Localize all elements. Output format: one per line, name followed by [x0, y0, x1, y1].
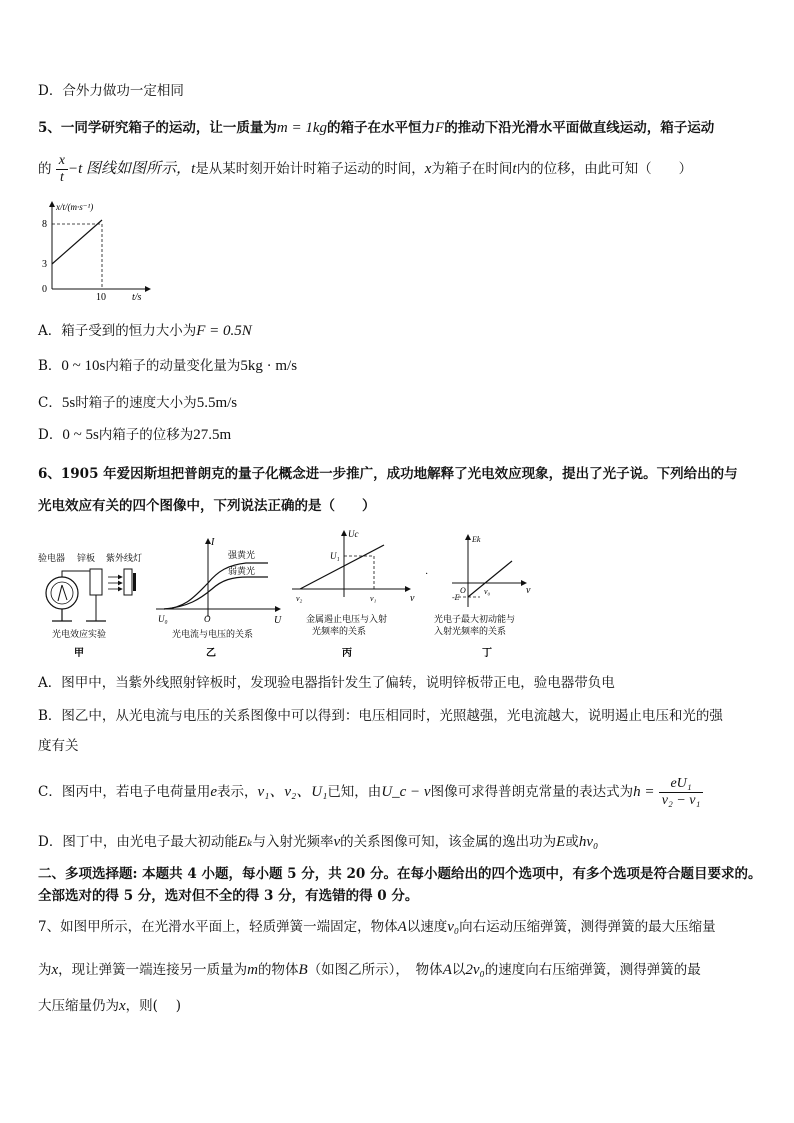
q7-line1: 7、如图甲所示，在光滑水平面上，轻质弹簧一端固定，物体A以速度v₀向右运动压缩弹簧，测得弹簧的最大压缩量	[38, 919, 716, 935]
x-axis-label: t/s	[132, 292, 142, 303]
svg-text:ν₁: ν₁	[370, 594, 377, 603]
q6-option-c: C．图丙中，若电子电荷量用e表示，ν₁、ν₂、U₁已知，由U_c − ν图像可求得普朗克常量的表达式为h = $\frac{\text{eU₁}}{\text{ν₂ − ν₁}}$	[38, 770, 703, 814]
q6-option-d: D．图丁中，由光电子最大初动能Eₖ与入射光频率ν的关系图像可知，该金属的逸出功为E或hν₀	[38, 834, 599, 850]
caption-jia: 光电效应实验	[52, 630, 107, 640]
q4-option-d: D．合外力做功一定相同	[38, 83, 184, 99]
x-tick-10: 10	[96, 292, 106, 303]
q7-line3: 大压缩量仍为x，则( )	[38, 998, 181, 1014]
tag-ding: 丁	[482, 648, 492, 659]
q5-xt-graph	[38, 196, 158, 304]
svg-text:ν₂: ν₂	[296, 594, 303, 603]
svg-text:U₁: U₁	[330, 551, 340, 561]
y-axis-label: x/t/(m·s⁻¹)	[56, 202, 94, 212]
curve-weak	[164, 577, 268, 609]
svg-text:ν₀: ν₀	[484, 587, 491, 596]
tag-bing: 丙	[342, 648, 352, 659]
q5-stem-line2: 的 $\frac{x}{t}$ −t 图线如图所示，t是从某时刻开始计时箱子运动的时间，x为箱子在时间t内的位移，由此可知（ ）	[38, 153, 693, 185]
svg-text:U: U	[274, 615, 282, 626]
svg-text:-E: -E	[452, 593, 460, 602]
q6-stem-line2: 光电效应有关的四个图像中，下列说法正确的是（ ）	[38, 498, 376, 514]
zinc-plate	[90, 569, 102, 595]
q5-option-a: A．箱子受到的恒力大小为F = 0.5N	[38, 323, 252, 339]
y-tick-0: 0	[42, 284, 47, 295]
fig-bing	[292, 529, 415, 659]
svg-text:ν: ν	[410, 593, 415, 604]
q6-figures	[36, 525, 556, 663]
y-tick-8: 8	[42, 219, 47, 230]
svg-text:Ek: Ek	[472, 535, 481, 544]
q5-option-c: C．5s时箱子的速度大小为5.5m/s	[38, 395, 238, 411]
svg-text:光电子最大初动能与: 光电子最大初动能与	[434, 615, 516, 625]
svg-text:I: I	[211, 537, 215, 548]
caption-yi: 光电流与电压的关系	[172, 630, 254, 640]
q5-stem-line1: 5、一同学研究箱子的运动，让一质量为m = 1kg的箱子在水平恒力F的推动下沿光滑水平面做直线运动，箱子运动	[38, 120, 715, 136]
svg-text:O: O	[204, 614, 211, 624]
q6-option-b-line1: B．图乙中，从光电流与电压的关系图像中可以得到：电压相同时，光照越强，光电流越大，说明遏止电压和光的强	[38, 708, 723, 724]
svg-text:入射光频率的关系: 入射光频率的关系	[434, 627, 507, 637]
svg-text:强黄光: 强黄光	[228, 551, 256, 561]
q6-option-b-line2: 度有关	[38, 738, 79, 754]
planck-fraction: $\frac{\text{eU₁}}{\text{ν₂ − ν₁}}$	[659, 776, 704, 809]
section2-line1: 二、多项选择题: 本题共 4 小题，每小题 5 分，共 20 分。在每小题给出的四个选项中，有多个选项是符合题目要求的。	[38, 866, 762, 882]
q6-option-a: A．图甲中，当紫外线照射锌板时，发现验电器指针发生了偏转，说明锌板带正电，验电器带负电	[38, 675, 615, 691]
uv-lamp	[124, 569, 132, 595]
fig-yi	[156, 537, 282, 659]
svg-text:金属遏止电压与入射: 金属遏止电压与入射	[306, 615, 388, 625]
section2-line2: 全部选对的得 5 分，选对但不全的得 3 分，有选错的得 0 分。	[38, 888, 419, 904]
svg-text:ν: ν	[526, 585, 531, 596]
y-tick-3: 3	[42, 259, 47, 270]
label-zinc-plate: 锌板	[77, 554, 96, 564]
fig-jia	[38, 552, 142, 659]
label-uv-lamp: 紫外线灯	[106, 554, 143, 564]
tag-yi: 乙	[206, 648, 216, 659]
svg-text:·: ·	[425, 569, 429, 580]
xt-line	[52, 220, 102, 264]
fig-ding	[434, 535, 531, 659]
svg-text:弱黄光: 弱黄光	[228, 567, 256, 577]
svg-text:O: O	[460, 586, 466, 595]
q5-option-b: B．0 ~ 10s内箱子的动量变化量为5kg · m/s	[38, 358, 298, 374]
svg-text:U₀: U₀	[158, 614, 168, 624]
q7-line2: 为x，现让弹簧一端连接另一质量为m的物体B（如图乙所示）， 物体A以2v₀的速度向右压缩弹簧，测得弹簧的最	[38, 962, 701, 978]
q5-option-d: D．0 ~ 5s内箱子的位移为27.5m	[38, 427, 232, 443]
label-electroscope: 验电器	[38, 554, 66, 564]
x-over-t-fraction: $\frac{x}{t}$	[56, 153, 68, 186]
tag-jia: 甲	[74, 648, 84, 659]
svg-text:Uc: Uc	[348, 529, 359, 539]
svg-text:光频率的关系: 光频率的关系	[312, 627, 367, 637]
q6-stem-line1: 6、1905 年爱因斯坦把普朗克的量子化概念进一步推广，成功地解释了光电效应现象，提出了光子说。下列给出的与	[38, 466, 738, 482]
uc-line	[300, 545, 384, 589]
